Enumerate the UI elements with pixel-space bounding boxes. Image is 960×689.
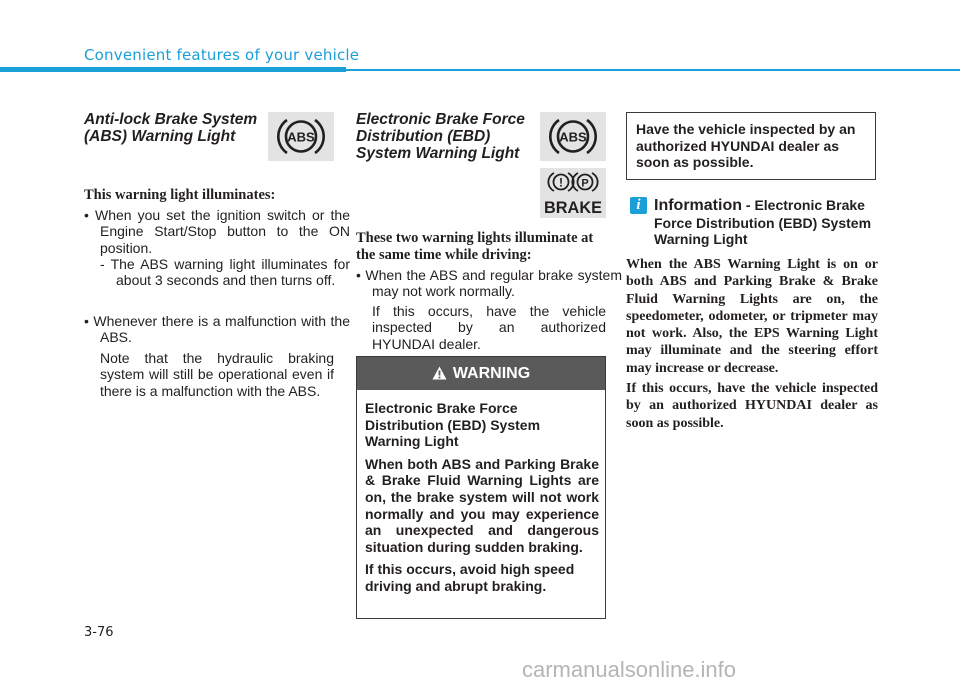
information-icon: i [630, 197, 647, 214]
watermark: carmanualsonline.info [522, 657, 737, 682]
ebd-bullet-1-text: When the ABS and regular brake system may not work normally. [365, 267, 622, 300]
svg-text:BRAKE: BRAKE [544, 198, 602, 217]
warning-triangle-icon [432, 359, 447, 392]
warning-para-2: If this occurs, avoid high speed driving and abrupt braking. [365, 561, 575, 594]
inspect-note-box [626, 112, 876, 180]
brake-warning-icon [540, 168, 606, 218]
information-label: Information [654, 197, 742, 214]
svg-text:P: P [581, 177, 589, 190]
ebd-title-line3: System Warning Light [356, 145, 520, 162]
abs-title-line1: Anti-lock Brake System [84, 111, 258, 128]
warning-header [357, 357, 605, 390]
section-header-title: Convenient features of your vehicle [84, 46, 360, 64]
ebd-bullet-1: • When the ABS and regular brake system may not work normally. [356, 267, 622, 300]
abs-bullet-1-text: When you set the ignition switch or the Engine Start/Stop button to the ON position. [94, 207, 350, 256]
information-title-text: - Electronic Brake Force Distribution (EBD) System Warning Light [654, 197, 872, 247]
information-para-2: If this occurs, have the vehicle inspected by an authorized HYUNDAI dealer as soon as possible. [626, 381, 878, 431]
abs-bullet-2: • Whenever there is a malfunction with the ABS. [84, 313, 350, 346]
abs-section-title [84, 111, 264, 145]
warning-heading: Electronic Brake Force Distribution (EBD) System Warning Light [365, 400, 541, 450]
abs-subhead: This warning light illuminates: [84, 187, 276, 203]
page-number: 3-76 [84, 625, 114, 640]
abs-bullet-2-text: Whenever there is a malfunction with the ABS. [93, 313, 350, 346]
warning-label: WARNING [452, 365, 531, 382]
ebd-section-title [356, 111, 536, 162]
warning-para-1: When both ABS and Parking Brake & Brake Fluid Warning Lights are on, the brake system will not work normally and you may experience an unexpected and dangerous situation during sudden braking. [365, 455, 599, 555]
ebd-title-line1: Electronic Brake Force [356, 111, 525, 128]
warning-body [365, 400, 599, 601]
header-accent-bar [0, 67, 346, 72]
abs-warning-icon [540, 112, 606, 161]
abs-note: Note that the hydraulic braking system will still be operational even if there is a malfunction with the ABS. [100, 350, 334, 399]
ebd-para: If this occurs, have the vehicle inspected by an authorized HYUNDAI dealer. [372, 303, 606, 352]
warning-box [356, 356, 606, 619]
svg-text:ABS: ABS [559, 129, 587, 145]
abs-bullet-1: • When you set the ignition switch or the Engine Start/Stop button to the ON position. [84, 207, 350, 256]
svg-text:ABS: ABS [287, 129, 315, 145]
information-body [626, 256, 878, 435]
header-rule [346, 69, 960, 71]
information-title [654, 197, 880, 248]
inspect-note-text: Have the vehicle inspected by an authorized HYUNDAI dealer as soon as possible. [636, 121, 856, 171]
ebd-title-line2: Distribution (EBD) [356, 128, 491, 145]
abs-warning-icon [268, 112, 334, 161]
abs-title-line2: (ABS) Warning Light [84, 128, 236, 145]
abs-dash-1: - The ABS warning light illuminates for about 3 seconds and then turns off. [100, 256, 350, 289]
information-para-1: When the ABS Warning Light is on or both ABS and Parking Brake & Brake Fluid Warning Lights are on, the speedometer, odometer, or tripmeter may not work. Also, the EPS Warning Light may illuminate and the steering effort may increase or decrease. [626, 257, 878, 376]
svg-text:!: ! [559, 175, 563, 190]
ebd-subhead: These two warning lights illuminate at the same time while driving: [356, 230, 594, 263]
